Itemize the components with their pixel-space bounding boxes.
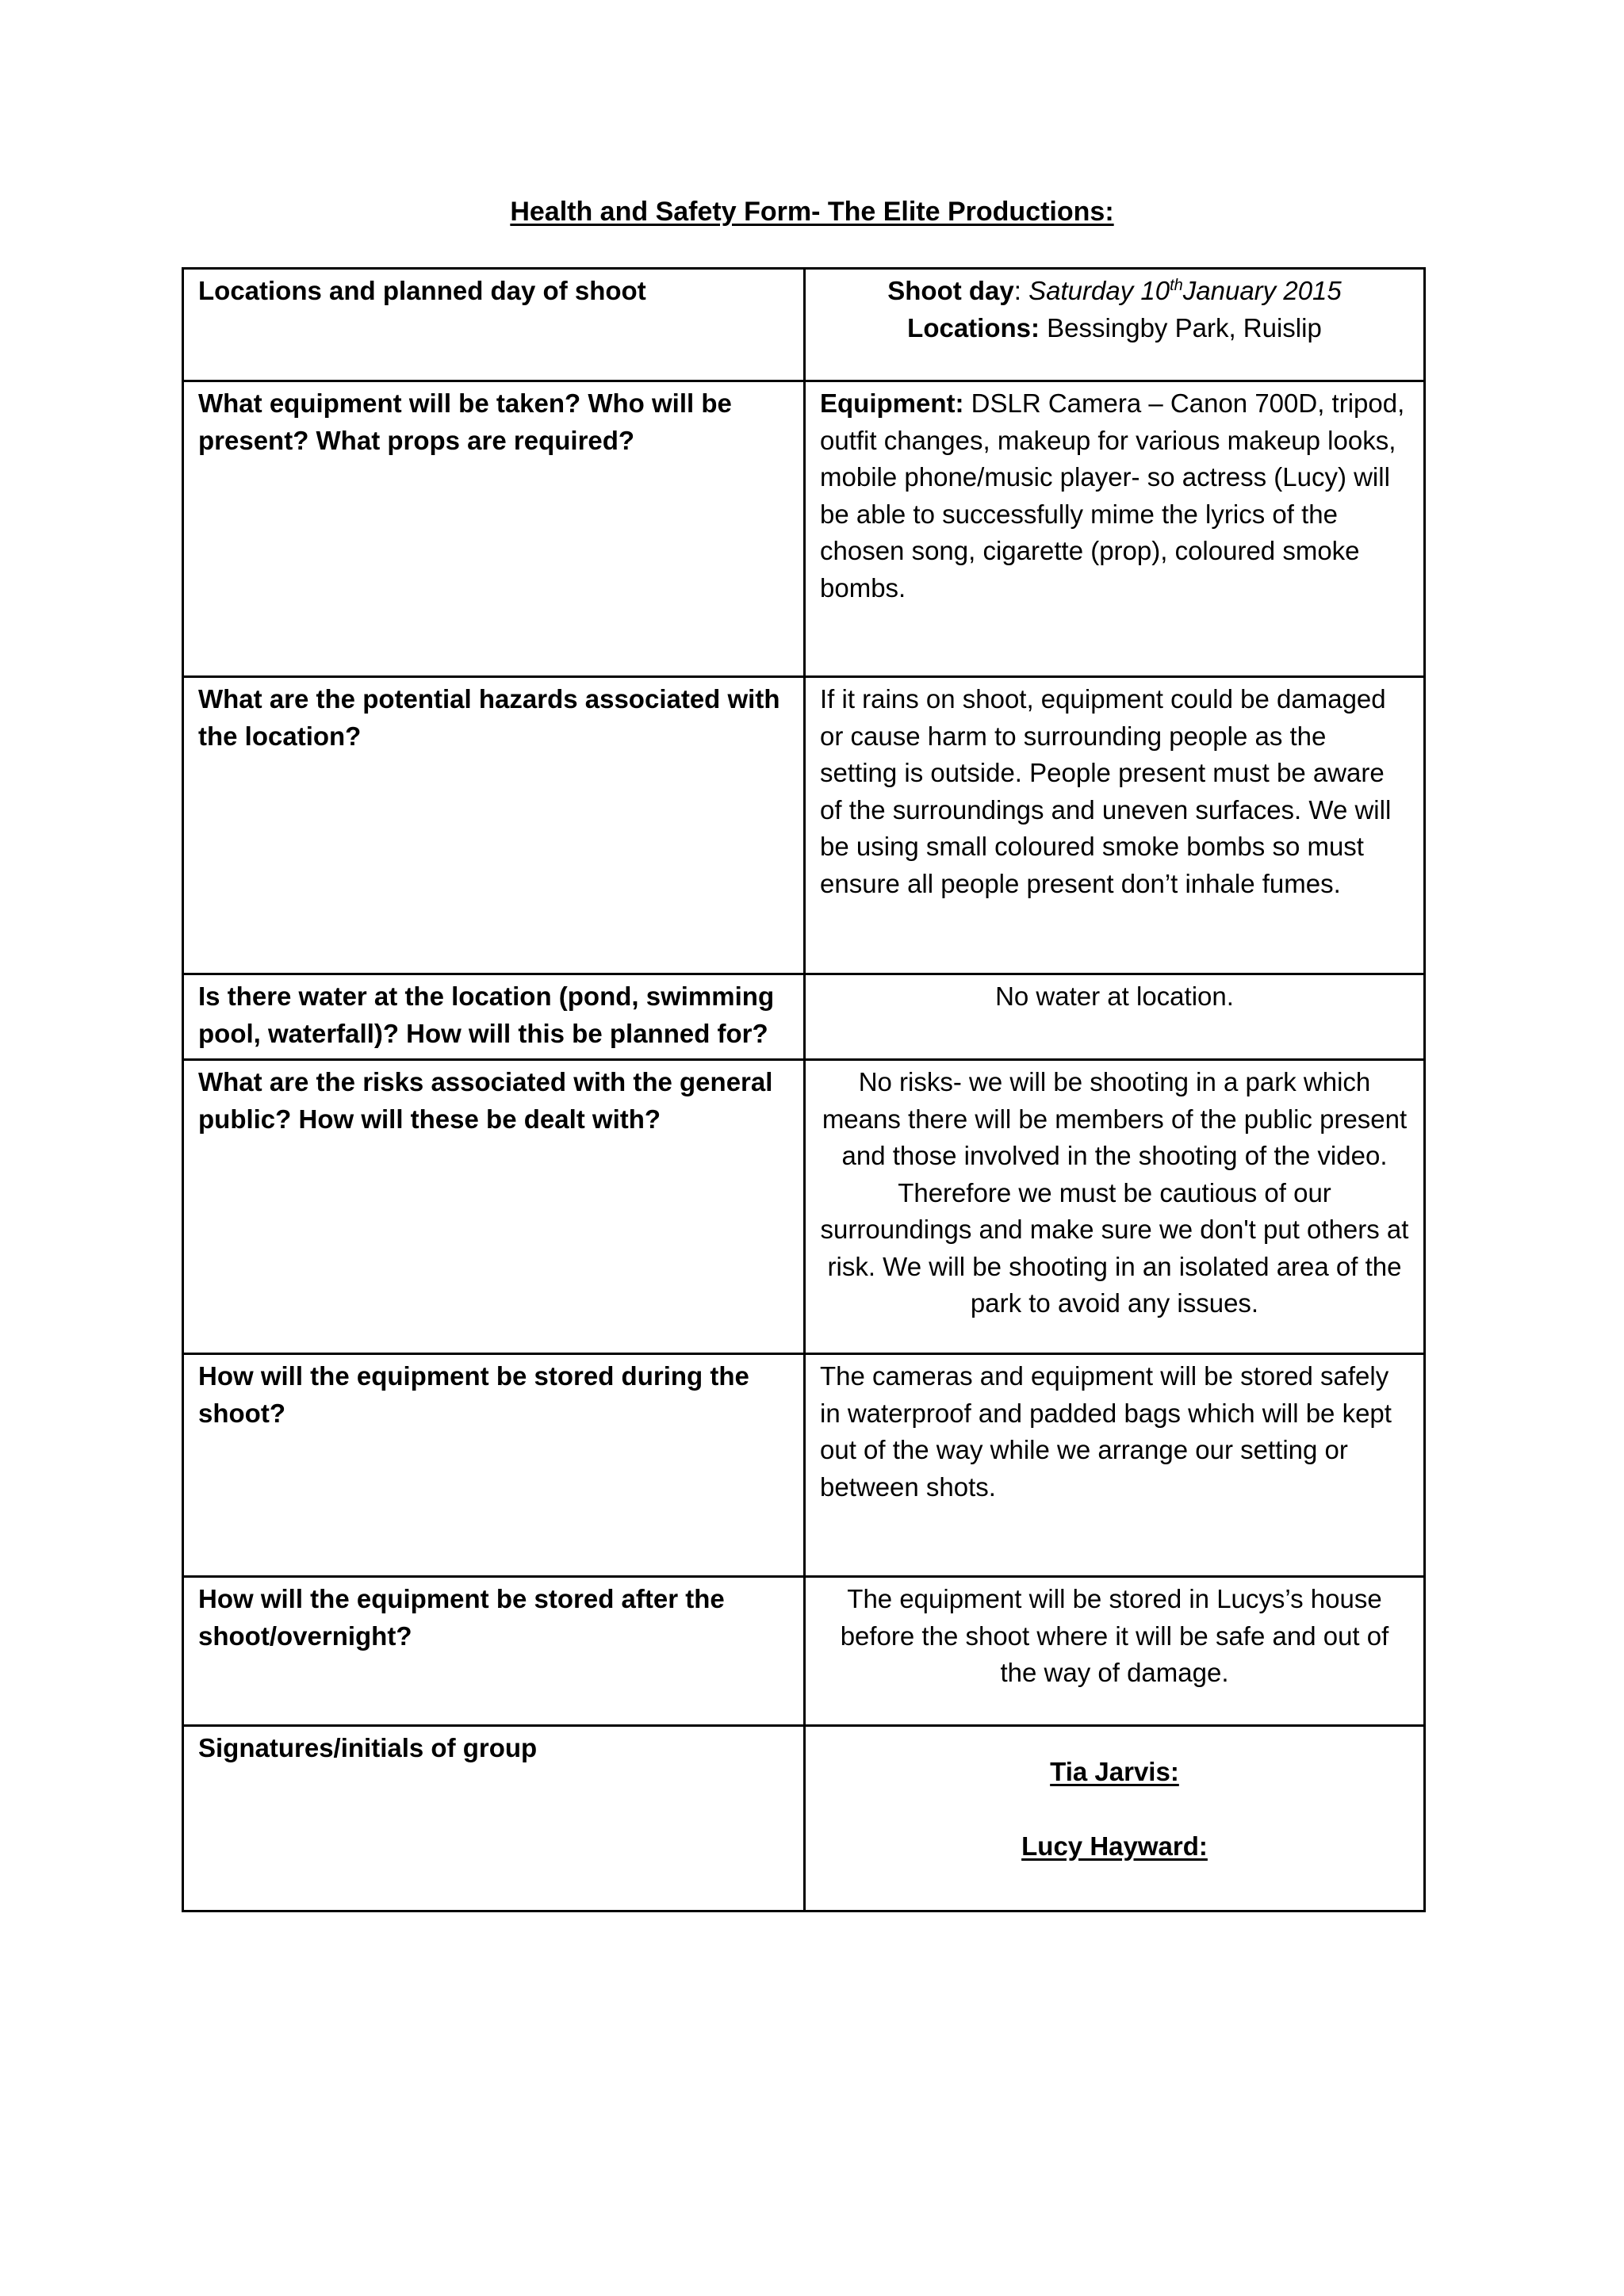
equipment-label: Equipment: — [820, 388, 964, 418]
shoot-day-date: Saturday 10thJanuary 2015 — [1028, 276, 1342, 305]
locations-label: Locations: — [907, 312, 1040, 342]
shoot-day-label: Shoot day — [887, 276, 1014, 305]
health-safety-table — [182, 267, 1426, 1912]
question-cell: What equipment will be taken? Who will be present? What props are required? — [183, 381, 805, 677]
answer-cell — [805, 381, 1425, 677]
answer-cell: The equipment will be stored in Lucys’s house before the shoot where it will be safe and out of the way of damage. — [805, 1577, 1425, 1726]
question-cell: What are the potential hazards associated with the location? — [183, 677, 805, 974]
answer-cell: No risks- we will be shooting in a park which means there will be members of the public present and those involved in the shooting of the video. Therefore we must be cautious of our surroundings and make sure we don't put others at risk. We will be shooting in an isolated area of the park to avoid any issues. — [805, 1060, 1425, 1354]
question-cell: What are the risks associated with the general public? How will these be dealt with? — [183, 1060, 805, 1354]
signature-tia: Tia Jarvis: — [1050, 1757, 1179, 1786]
question-cell: How will the equipment be stored during the shoot? — [183, 1354, 805, 1577]
answer-cell — [805, 269, 1425, 381]
table-row — [183, 269, 1425, 381]
colon-separator: : — [1013, 276, 1029, 305]
question-cell: Is there water at the location (pond, swimming pool, waterfall)? How will this be planned for? — [183, 974, 805, 1060]
question-cell: Locations and planned day of shoot — [183, 269, 805, 381]
locations-value: Bessingby Park, Ruislip — [1040, 312, 1322, 342]
question-cell: How will the equipment be stored after the shoot/overnight? — [183, 1577, 805, 1726]
question-cell: Signatures/initials of group — [183, 1726, 805, 1911]
table-row — [183, 974, 1425, 1060]
equipment-text: DSLR Camera – Canon 700D, tripod, outfit changes, makeup for various makeup looks, mobile phone/music player- so actress (Lucy) will be able to successfully mime the lyrics of the chosen song, cigarette (prop), coloured smoke bombs. — [820, 388, 1405, 603]
answer-cell: If it rains on shoot, equipment could be damaged or cause harm to surrounding people as the setting is outside. People present must be aware of the surroundings and uneven surfaces. We will be using small coloured smoke bombs so must ensure all people present don’t inhale fumes. — [805, 677, 1425, 974]
signature-cell — [805, 1726, 1425, 1911]
table-row — [183, 1060, 1425, 1354]
table-row — [183, 677, 1425, 974]
table-row — [183, 381, 1425, 677]
signature-lucy: Lucy Hayward: — [1021, 1831, 1208, 1861]
answer-cell: The cameras and equipment will be stored safely in waterproof and padded bags which will be kept out of the way while we arrange our setting or between shots. — [805, 1354, 1425, 1577]
table-row — [183, 1577, 1425, 1726]
form-title: Health and Safety Form- The Elite Productions: — [510, 197, 1114, 227]
table-row — [183, 1726, 1425, 1911]
answer-cell: No water at location. — [805, 974, 1425, 1060]
table-row — [183, 1354, 1425, 1577]
